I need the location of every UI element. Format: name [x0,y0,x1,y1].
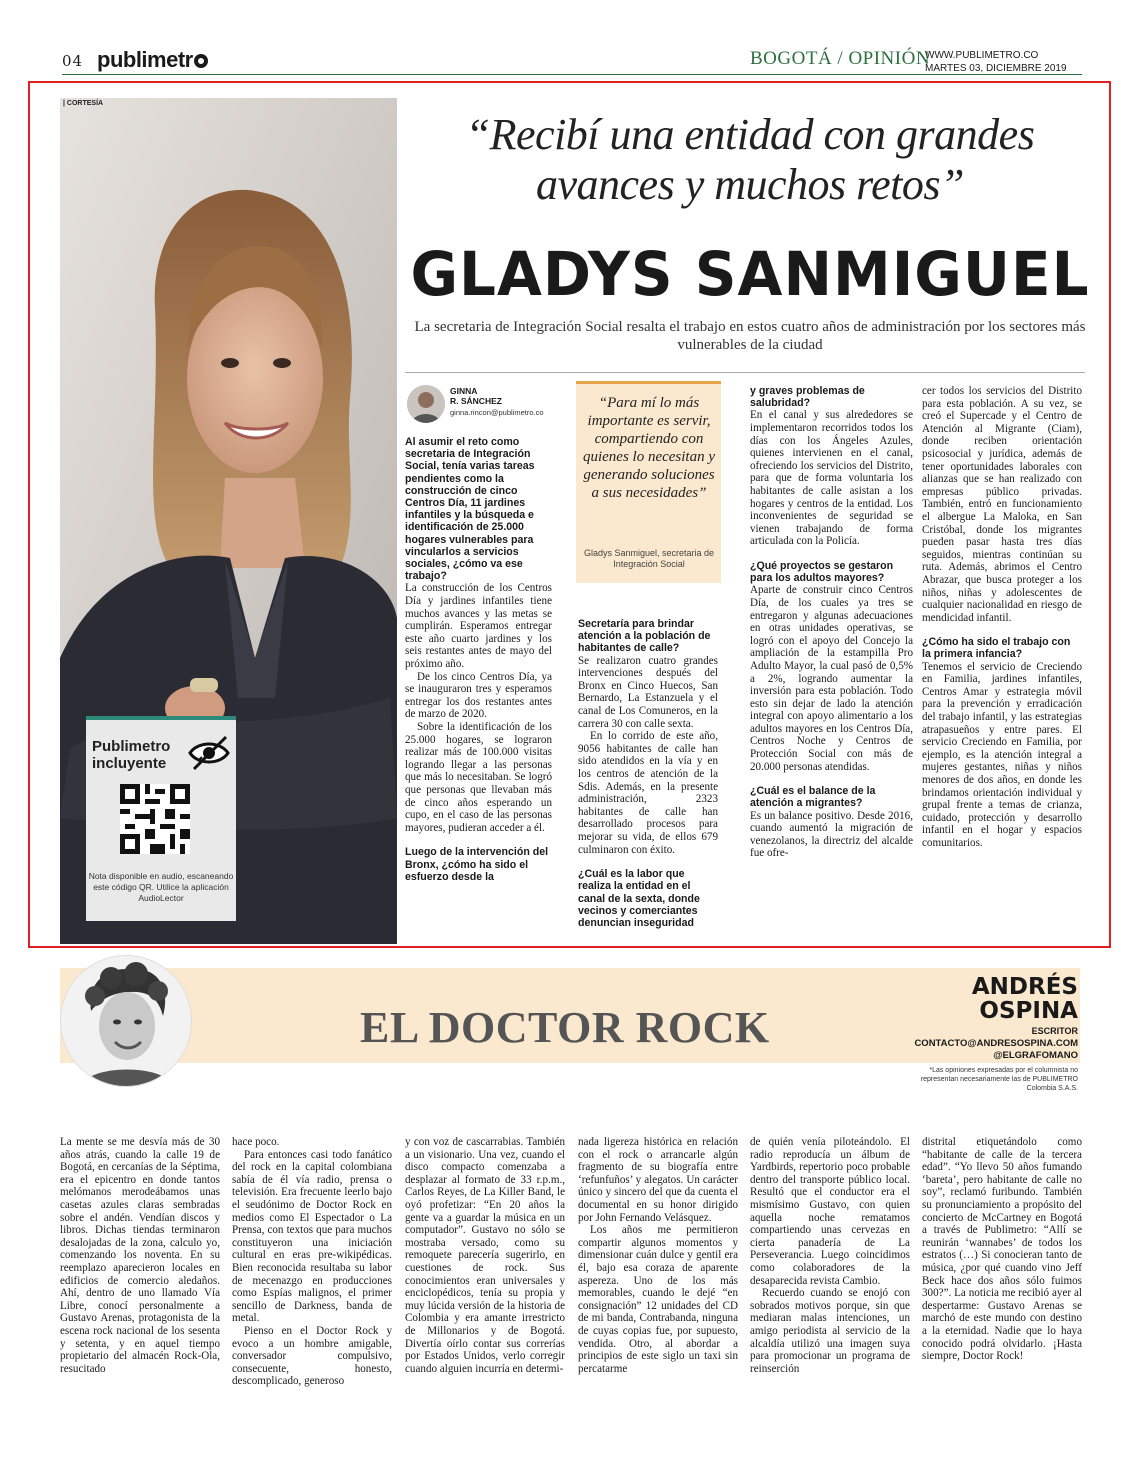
answer-paragraph: Se realizaron cuatro grandes intervenciones después del Bronx en Cinco Huecos, San Bernardo, La Estanzuela y el canal de Los Comuneros, en la carrera 30 con calle sexta. [578,654,718,730]
question: ¿Cómo ha sido el trabajo con la primera infancia? [922,636,1071,661]
byline-first-name: GINNA [450,386,478,396]
column-paragraph: Recuerdo cuando se enojó con sobrados motivos porque, sin que mediaran malas intenciones, un amigo periodista al servicio de la alcaldía utilizó una imagen suya para promocionar un programa de reinserción [750,1287,910,1375]
column-paragraph: La mente se me desvía más de 30 años atrás, cuando la calle 19 de Bogotá, en cercanías de la Séptima, era el epicentro en donde tantos melómanos merodeábamos unas casetas azules claras sembradas sobre el andén. Vendían discos y libros. Dichas tiendas terminaron desalojadas de la zona, calculo yo, comenzando los noventa. En su reemplazo aparecieron locales en edificios de comercio aledaños. Ahí, dentro de uno llamado Vía Libre, conocí personalmente a Gustavo Arenas, protagonista de la escena rock nacional de los sesenta y setenta, y en aquel tiempo propietario del almacén Rock-Ola, resucitado [60,1136,220,1375]
page-number: 04 [62,52,84,70]
column-paragraph: y con voz de cascarrabias. También a un visionario. Una vez, cuando el disco compacto comenzaba a desplazar al formato de 33 r.p.m., Carlos Reyes, de La Killer Band, le oyó profetizar: “En 20 años la gente va a guardar la música en un computador”. Gustavo no sólo se mostraba versado, como su remoquete parecería sugerirlo, en cuestiones de rock. Sus conocimientos eran universales y enciclopédicos, tenía su propia y muy lúcida versión de la historia de Colombia y era amante irrestricto de Millonarios y de Bogotá. Divertía oírlo contar sus correrías por Estados Unidos, verlo corregir cuando alguien incurría en determi- [405,1136,565,1375]
column-paragraph: Para entonces casi todo fanático del rock en la capital colombiana sabía de él vía radio, prensa o televisión. Era frecuente leerlo bajo el seudónimo de Doctor Rock en medios como El Espectador o La Prensa, con textos que para muchos constituyeron una iniciación cultural en eras pre-wikipédicas. Bien reconocida resultaba su labor de mecenazgo en producciones como Espías malignos, el primer sencillo de Darkness, banda de metal. [232,1148,392,1325]
question: Luego de la intervención del Bronx, ¿cómo ha sido el esfuerzo desde la [405,846,549,883]
column-text-1 [60,1136,220,1375]
question: ¿Qué proyectos se gestaron para los adultos mayores? [750,559,894,585]
column-title: EL DOCTOR ROCK [360,1003,770,1052]
header-divider [62,74,1082,75]
answer-paragraph: Aparte de construir cinco Centros Día, de los cuales ya tres se entregaron y algunas adecuaciones en otras unidades operativas, se logró con el apoyo del Concejo la ampliación de la estampilla Pro Adulto Mayor, la cual pasó de 0,5% a 2%, logrando aumentar la inversión para esta población. Todo esto sin dejar de lado la atención integral con apoyo alimentario a los adultos mayores en los Centros Día, Centros Noche y Centros de Protección Social con más de 20.000 personas atendidas. [750,584,913,773]
column-paragraph: de quién venía piloteándolo. El radio reproducía un álbum de Yardbirds, repertorio poco probable dentro del transporte público local. Resultó que el conductor era el mismísimo Gustavo, con quien aquella noche rematamos compartiendo unas cervezas en cierta panadería de La Perseverancia. Luego coincidimos como colaboradores de la desaparecida revista Cambio. [750,1136,910,1287]
logo-text: publimetr [97,47,193,72]
question: ¿Cuál es la labor que realiza la entidad en el canal de la sexta, donde vecinos y comerciantes denuncian inseguridad [578,868,700,929]
answer-paragraph: En lo corrido de este año, 9056 habitantes de calle han sido atendidos en la vía y en los centros de atención de la Sdis. Además, en la presente administración, 2323 habitantes de calle han desarrollado procesos para mejorar su vida, de ellos 679 culminaron con éxito. [578,730,718,856]
column-text-3 [405,1136,565,1375]
column-text-5 [750,1136,910,1375]
column-text-4 [578,1136,738,1375]
answer-paragraph: La construcción de los Centros Día y jardines infantiles tiene muchos avances y las metas se cumplirán. Esperamos entregar este año cuarto jardines y los seis restantes antes de mayo del próximo año. [405,582,552,670]
column-paragraph: Los años me permitieron compartir algunos momentos y dimensionar cuán dulce y gentil era él, bajo esa coraza de aparente aspereza. Uno de los más memorables, cuando le dejé “en consignación” 12 unidades del CD de mi banda, Contrabanda, ninguna de cuyas copias fue, por supuesto, vendida. Otro, al abordar a principios de este siglo un taxi sin percatarme [578,1224,738,1375]
column-paragraph: distrital etiquetándolo como “habitante de calle de la tercera edad”. “Yo llevo 50 años fumando ‘bareta’, pero habitante de calle no soy”, reclamó furibundo. También su pronunciamiento a propósito del concierto de McCartney en Bogotá a través de Publimetro: “Allí se reunirán ‘wannabes’ de todos los estratos (…) Si conocieran tanto de música, ¿por qué cuando vino Jeff Beck hace dos años sólo fuimos 300?”. La noticia me recibió ayer al despertarme: Gustavo Arenas se marchó de este mundo con destino a la eternidad. Nadie que lo haya conocido podrá olvidarlo. ¡Hasta siempre, Doctor Rock! [922,1136,1082,1363]
columnist-role: ESCRITOR [1031,1026,1078,1036]
opinion-disclaimer: *Las opiniones expresadas por el columnista no representan necesariamente las de PUBLIMETRO Colombia S.A.S. [920,1067,1078,1092]
answer-paragraph: Sobre la identificación de los 25.000 hogares, se lograron realizar más de 100.000 visitas logrando llegar a las personas que más lo necesitaban. Se logró que personas que llevaban más de cinco años esperando un cupo, en el caso de las personas mayores, pudieran acceder a él. [405,720,552,834]
question: ¿Cuál es el balance de la atención a migrantes? [750,785,876,810]
column-text-6 [922,1136,1082,1363]
interviewee-name: GLADYS SANMIGUEL [410,238,1090,310]
highlight-frame [28,81,1111,948]
header-date: MARTES 03, DICIEMBRE 2019 [925,63,1067,74]
answer-paragraph: Tenemos el servicio de Creciendo en Familia, jardines infantiles, Centros Amar y estrategia móvil para la prevención y erradicación del trabajo infantil, y las estrategias atrapasueños y entre pares. El servicio Creciendo en Familia, por ejemplo, es la atención integral a mujeres gestantes, niñas y niños menores de dos años, en donde les brindamos orientación individual y grupal frente a temas de crianza, cuidado, protección y desarrollo infantil en el hogar y espacios comunitarios. [922,660,1082,849]
inclusive-note: Nota disponible en audio, escaneando este código QR. Utilice la aplicación AudioLector [88,871,234,903]
column-paragraph: nada ligereza histórica en relación con el rock o arrancarle algún fragmento de su biografía entre ‘refunfuños’ y alegatos. Un carácter único y sincero del que da cuenta el documental en su honor dirigido por John Fernando Velásquez. [578,1136,738,1224]
answer-paragraph: cer todos los servicios del Distrito para esta población. A su vez, se creó el Supercade y el Centro de Atención al Migrante (Ciam), donde reciben orientación psicosocial y jurídica, además de tener oportunidades laborales con alianzas que se han realizado con empresas público privadas. También, entró en funcionamiento el albergue La Maloka, en San Cristóbal, donde los migrantes pueden pasar hasta tres días seguidos, mientras continúan su ruta. Además, abrimos el Centro Abrazar, que busca proteger a los niños, niñas y adolescentes de cualquier nacionalidad en riesgo de mendicidad infantil. [922,385,1082,624]
column-text-2 [232,1136,392,1388]
logo-o-icon [194,54,208,68]
pull-quote-attribution: Gladys Sanmiguel, secretaria de Integración Social [583,548,715,569]
columnist-first-name: ANDRÉS [971,974,1078,1000]
question: Secretaría para brindar atención a la población de habitantes de calle? [578,618,711,655]
column-paragraph: Pienso en el Doctor Rock y evoco a un hombre amigable, conversador compulsivo, consecuente, honesto, descomplicado, generoso [232,1324,392,1388]
columnist-name [900,975,1078,1023]
byline-email[interactable]: ginna.rincon@publimetro.co [450,408,544,417]
columnist-handle[interactable]: @ELGRAFOMANO [993,1050,1078,1061]
answer-paragraph: Es un balance positivo. Desde 2016, cuando aumentó la migración de venezolanos, la directriz del alcalde fue ofre- [750,809,913,860]
header-url: WWW.PUBLIMETRO.CO [925,50,1039,61]
question: y graves problemas de salubridad? [750,385,865,410]
pull-quote: “Para mí lo más importante es servir, compartiendo con quienes lo necesitan y generando soluciones a sus necesidades” [582,395,716,501]
inclusive-title: Publimetro incluyente [92,738,171,772]
photo-credit: | CORTESÍA [63,100,104,107]
byline-last-name: R. SÁNCHEZ [450,396,502,406]
answer-paragraph: De los cinco Centros Día, ya se inauguraron tres y esperamos entregar los dos restantes antes de marzo de 2020. [405,670,552,721]
headline-quote: “Recibí una entidad con grandes avances y muchos retos” [465,110,1035,209]
answer-paragraph: En el canal y sus alrededores se implementaron recorridos todos los días con los Ángeles Azules, quienes intervienen en el canal, ofreciendo los servicios del Distrito, para que de forma voluntaria los habitantes de calle asistan a los hogares y centros de la entidad. Los inconvenientes de seguridad se vienen trabajando de forma articulada con la Policía. [750,409,913,548]
question: Al asumir el reto como secretaria de Integración Social, tenía varias tareas pendientes como la construcción de cinco Centros Día, 11 jardines infantiles y la búsqueda e identificación de 25.000 hogares vulnerables para vincularlos a servicios sociales, ¿cómo va ese trabajo? [405,436,535,583]
article-subtitle: La secretaria de Integración Social resalta el trabajo en estos cuatro años de administración por los sectores más vulnerables de la ciudad [414,319,1086,353]
column-paragraph: hace poco. [232,1136,280,1148]
columnist-last-name: OSPINA [979,998,1078,1024]
columnist-avatar [60,955,192,1087]
section-label: BOGOTÁ / OPINIÓN [750,48,931,69]
publimetro-logo [97,47,208,73]
columnist-contact[interactable]: CONTACTO@ANDRESOSPINA.COM [914,1038,1078,1049]
